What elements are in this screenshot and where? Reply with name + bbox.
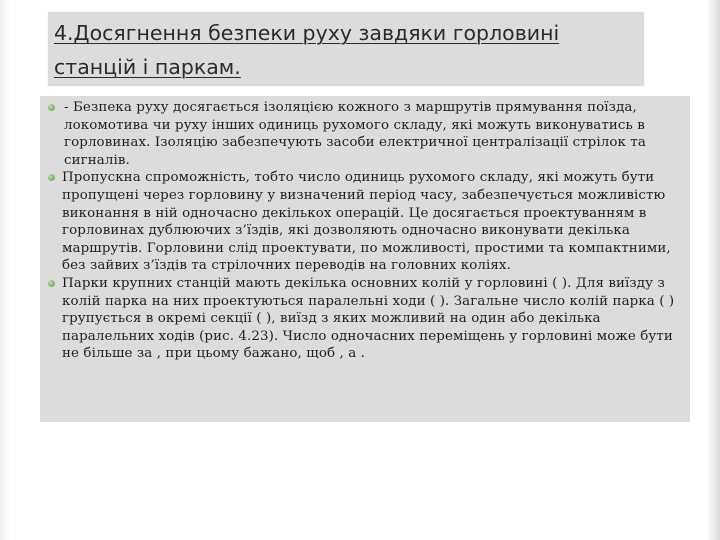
bullet-text: - Безпека руху досягається ізоляцією кожного з маршрутів прямування поїзда, локомотива чи руху інших одиниць рухомого складу, які можуть виконуватись в горловинах. Ізоляцію забезпечують засоби електричної централізації стрілок та сигналів.: [64, 100, 646, 168]
bullet-list: [48, 99, 688, 363]
bullet-dot-icon: [48, 104, 55, 111]
bullet-dot-icon: [48, 174, 55, 181]
bullet-text: Парки крупних станцій мають декілька основних колій у горловині ( ). Для виїзду з колій парка на них проектуються паралельні ходи ( ). Загальне число колій парка ( ) групується в окремі секції ( ), виїзд з яких можливий на один або декілька паралельних ходів (рис. 4.23). Число одночасних переміщень у горловині може бути не більше за , при цьому бажано, щоб , а .: [62, 275, 675, 362]
bullet-item-capacity: [48, 169, 688, 275]
bullet-item-parks: [48, 275, 688, 363]
bullet-text: Пропускна спроможність, тобто число одиниць рухомого складу, які можуть бути пропущені через горловину у визначений період часу, забезпечується можливістю виконання в ній одночасно декількох операцій. Це досягається проектуванням в горловинах дублюючих з’їздів, які дозволяють одночасно виконувати декілька маршрутів. Горловини слід проектувати, по можливості, простими та компактними, без зайвих з’їздів та стрілочних переводів на головних коліях.: [62, 170, 671, 274]
bullet-dot-icon: [48, 280, 55, 287]
bullet-item-safety: [48, 99, 688, 169]
slide-title: 4.Досягнення безпеки руху завдяки горловині станцій і паркам.: [54, 21, 560, 79]
slide-right-edge: [706, 0, 720, 540]
slide-left-edge: [0, 0, 10, 540]
